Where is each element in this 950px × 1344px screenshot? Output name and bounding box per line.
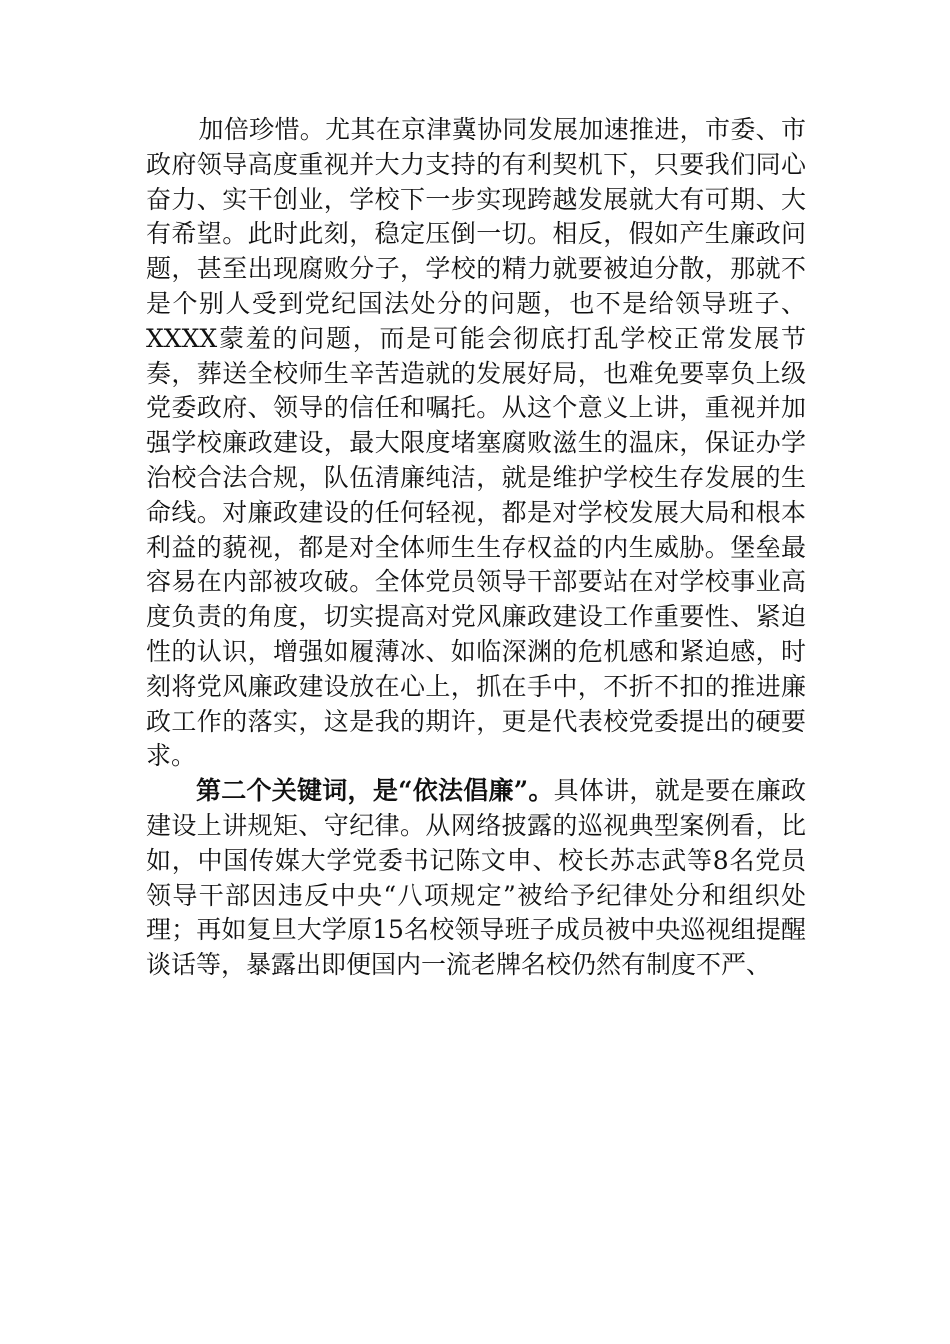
document-body	[146, 113, 806, 983]
paragraph-1: 加倍珍惜。尤其在京津冀协同发展加速推进，市委、市政府领导高度重视并大力支持的有利契机下，只要我们同心奋力、实干创业，学校下一步实现跨越发展就大有可期、大有希望。此时此刻，稳定压倒一切。相反，假如产生廉政问题，甚至出现腐败分子，学校的精力就要被迫分散，那就不是个别人受到党纪国法处分的问题，也不是给领导班子、XXXX蒙羞的问题，而是可能会彻底打乱学校正常发展节奏，葬送全校师生辛苦造就的发展好局，也难免要辜负上级党委政府、领导的信任和嘱托。从这个意义上讲，重视并加强学校廉政建设，最大限度堵塞腐败滋生的温床，保证办学治校合法合规，队伍清廉纯洁，就是维护学校生存发展的生命线。对廉政建设的任何轻视，都是对学校发展大局和根本利益的藐视，都是对全体师生生存权益的内生威胁。堡垒最容易在内部被攻破。全体党员领导干部要站在对学校事业高度负责的角度，切实提高对党风廉政建设工作重要性、紧迫性的认识，增强如履薄冰、如临深渊的危机感和紧迫感，时刻将党风廉政建设放在心上，抓在手中，不折不扣的推进廉政工作的落实，这是我的期许，更是代表校党委提出的硬要求。	[146, 115, 806, 771]
paragraph-2-bold-lead: 第二个关键词，是“依法倡廉”。	[196, 776, 554, 806]
paragraph-2-text: 具体讲，就是要在廉政建设上讲规矩、守纪律。从网络披露的巡视典型案例看，比如，中国传媒大学党委书记陈文申、校长苏志武等8名党员领导干部因违反中央“八项规定”被给予纪律处分和组织处理；再如复旦大学原15名校领导班子成员被中央巡视组提醒谈话等，暴露出即便国内一流老牌名校仍然有制度不严、	[146, 776, 806, 980]
paragraph-2	[146, 774, 806, 983]
